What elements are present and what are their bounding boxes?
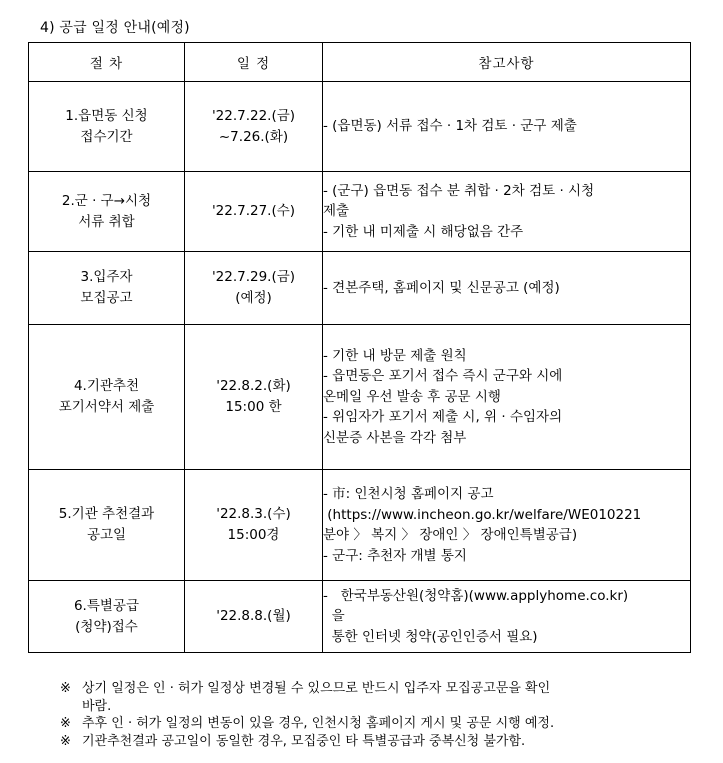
note-line: 온메일 우선 발송 후 공문 시행 (323, 388, 501, 405)
date-line: '22.7.22.(금) (211, 107, 296, 124)
note-line: 제출 (323, 203, 350, 220)
date-cell (185, 581, 323, 653)
note-line: - (읍면동) 서류 접수 · 1차 검토 · 군구 제출 (323, 118, 577, 135)
step-cell (29, 470, 185, 581)
notes-cell (323, 581, 691, 653)
header-date: 일 정 (185, 43, 323, 82)
table-row (29, 581, 691, 653)
table-row (29, 470, 691, 581)
step-line: 3.입주자 (80, 269, 133, 285)
notes-cell (323, 325, 691, 470)
step-line: 공고일 (86, 527, 127, 543)
header-notes: 참고사항 (323, 43, 691, 82)
step-line: 1.읍면동 신청 (65, 107, 148, 124)
notes-cell (323, 470, 691, 581)
date-line: '22.8.3.(수) (216, 506, 291, 522)
step-line: (청약)접수 (75, 618, 138, 635)
date-line: '22.7.27.(수) (211, 203, 296, 219)
table-row (29, 325, 691, 470)
note-line: - 위임자가 포기서 제출 시, 위 · 수임자의 (323, 409, 563, 426)
step-line: 5.기관 추천결과 (58, 506, 155, 522)
step-cell (29, 172, 185, 252)
date-cell (185, 252, 323, 325)
step-cell (29, 252, 185, 325)
note-line: 신분증 사본을 각각 첨부 (323, 429, 467, 446)
date-cell (185, 470, 323, 581)
step-line: 2.군 · 구→시청 (61, 192, 152, 209)
date-line: '22.7.29.(금) (211, 269, 296, 285)
date-cell (185, 172, 323, 252)
note-line: 을 (323, 608, 345, 625)
step-line: 접수기간 (80, 128, 133, 145)
date-line: 15:00 한 (225, 399, 282, 415)
step-line: 포기서약서 제출 (58, 399, 155, 415)
note-line: - 한국부동산원(청약홈)(www.applyhome.co.kr) (323, 587, 629, 604)
date-line: 15:00경 (227, 527, 280, 543)
notes-cell (323, 172, 691, 252)
step-cell (29, 581, 185, 653)
step-cell (29, 82, 185, 172)
step-line: 서류 취합 (78, 213, 135, 230)
step-line: 6.특별공급 (73, 597, 140, 614)
footnote (60, 733, 690, 751)
reference-mark-icon: ※ (60, 733, 71, 749)
schedule-table (28, 42, 691, 653)
note-line: - 견본주택, 홈페이지 및 신문공고 (예정) (323, 279, 560, 296)
step-line: 4.기관추천 (73, 378, 140, 394)
note-line: - (군구) 읍면동 접수 분 취합 · 2차 검토 · 시청 (323, 182, 595, 199)
step-line: 모집공고 (80, 290, 133, 306)
header-step: 절 차 (29, 43, 185, 82)
note-line: - 기한 내 미제출 시 해당없음 간주 (323, 223, 524, 240)
section-title: 4) 공급 일정 안내(예정) (40, 20, 190, 36)
footnotes (60, 680, 690, 750)
notes-cell (323, 252, 691, 325)
footnote-line: 바람. (82, 698, 112, 714)
note-line: - 기한 내 방문 제출 원칙 (323, 347, 467, 364)
table-header-row (29, 43, 691, 82)
table-row (29, 172, 691, 252)
date-cell (185, 82, 323, 172)
notes-cell (323, 82, 691, 172)
footnote-line: 기관추천결과 공고일이 동일한 경우, 모집중인 타 특별공급과 중복신청 불가함. (82, 733, 526, 749)
reference-mark-icon: ※ (60, 716, 71, 731)
note-line: 통한 인터넷 청약(공인인증서 필요) (323, 628, 538, 645)
date-line: '22.8.8.(월) (216, 608, 291, 624)
date-line: '22.8.2.(화) (216, 378, 291, 394)
note-line: - 군구: 추천자 개별 통지 (323, 547, 467, 564)
date-cell (185, 325, 323, 470)
footnote-line: 추후 인 · 허가 일정의 변동이 있을 경우, 인천시청 홈페이지 게시 및 공문 시행 예정. (82, 716, 555, 731)
table-row (29, 252, 691, 325)
date-line: (예정) (235, 290, 272, 306)
note-line: - 市: 인천시청 홈페이지 공고 (323, 486, 494, 502)
note-line: - 읍면동은 포기서 접수 즉시 군구와 시에 (323, 368, 563, 385)
note-line: 분야 〉 복지 〉 장애인 〉 장애인특별공급) (323, 527, 578, 543)
step-cell (29, 325, 185, 470)
date-line: ~7.26.(화) (218, 128, 289, 145)
footnote-line: 상기 일정은 인 · 허가 일정상 변경될 수 있으므로 반드시 입주자 모집공고문을 확인 (82, 681, 551, 696)
footnote (60, 680, 690, 715)
reference-mark-icon: ※ (60, 681, 71, 696)
note-line: (https://www.incheon.go.kr/welfare/WE010221 (323, 506, 642, 523)
table-row (29, 82, 691, 172)
footnote (60, 715, 690, 733)
